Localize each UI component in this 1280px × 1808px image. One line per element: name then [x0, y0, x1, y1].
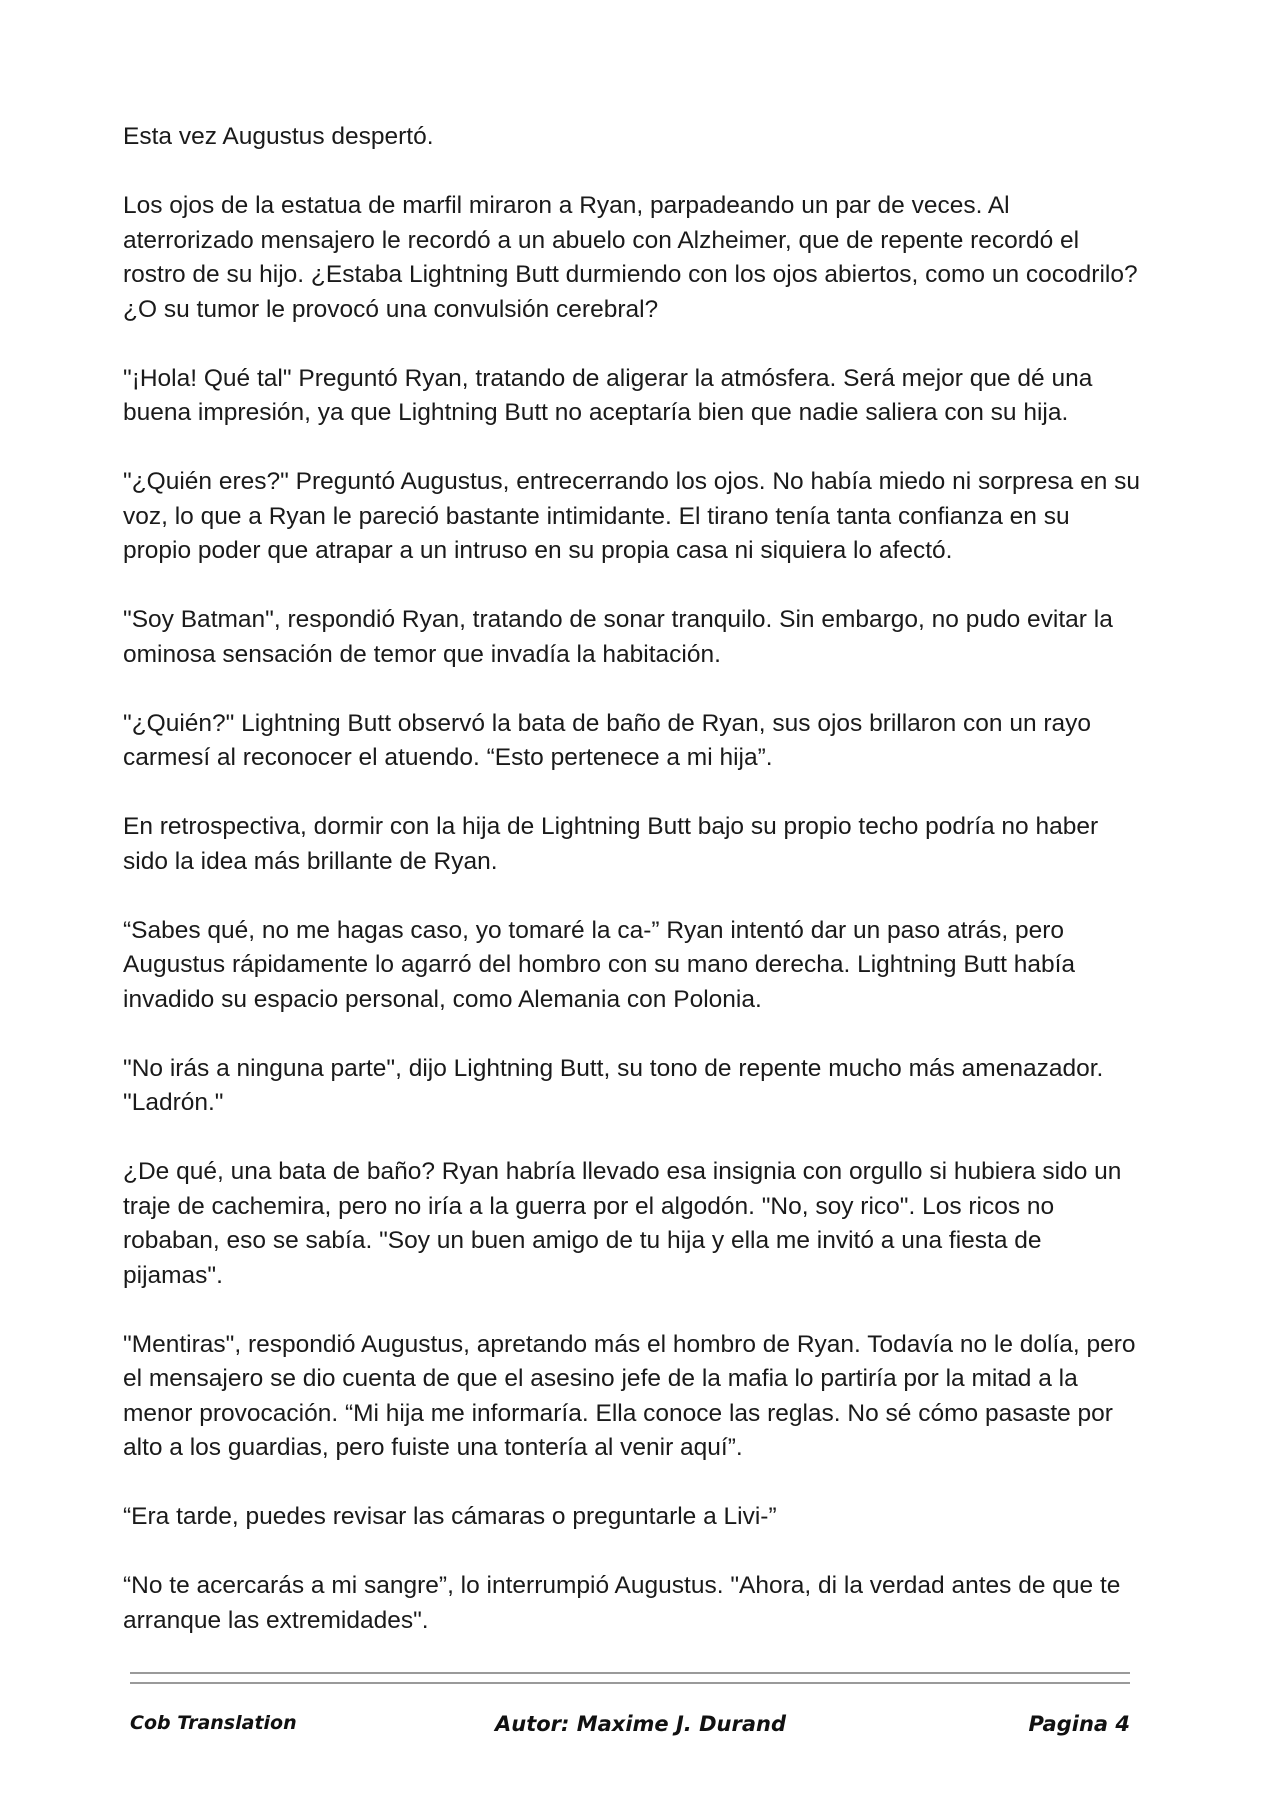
paragraph: Los ojos de la estatua de marfil miraron a Ryan, parpadeando un par de veces. Al aterrorizado mensajero le recordó a un abuelo con Alzheimer, que de repente recordó el rostro de su hijo. ¿Estaba Lightning Butt durmiendo con los ojos abiertos, como un cocodrilo? ¿O su tumor le provocó una convulsión cerebral?	[123, 192, 1138, 323]
paragraph: “Era tarde, puedes revisar las cámaras o preguntarle a Livi-”	[123, 1503, 777, 1530]
body-text	[123, 120, 1143, 1638]
footer-divider-top	[130, 1672, 1130, 1674]
page-footer	[130, 1712, 1130, 1752]
paragraph: "¿Quién?" Lightning Butt observó la bata de baño de Ryan, sus ojos brillaron con un rayo carmesí al reconocer el atuendo. “Esto pertenece a mi hija”.	[123, 709, 1092, 771]
footer-translator: Cob Translation	[130, 1712, 297, 1734]
paragraph: “No te acercarás a mi sangre”, lo interrumpió Augustus. "Ahora, di la verdad antes de que te arranque las extremidades".	[123, 1572, 1121, 1634]
footer-author: Autor: Maxime J. Durand	[495, 1712, 786, 1736]
paragraph: "No irás a ninguna parte", dijo Lightning Butt, su tono de repente mucho más amenazador. "Ladrón."	[123, 1054, 1104, 1116]
paragraph: ¿De qué, una bata de baño? Ryan habría llevado esa insignia con orgullo si hubiera sido un traje de cachemira, pero no iría a la guerra por el algodón. "No, soy rico". Los ricos no robaban, eso se sabía. "Soy un buen amigo de tu hija y ella me invitó a una fiesta de pijamas".	[123, 1158, 1122, 1289]
footer-page-number: Pagina 4	[1028, 1712, 1130, 1736]
paragraph: "¡Hola! Qué tal" Preguntó Ryan, tratando de aligerar la atmósfera. Será mejor que dé una buena impresión, ya que Lightning Butt no aceptaría bien que nadie saliera con su hija.	[123, 364, 1093, 426]
paragraph: "¿Quién eres?" Preguntó Augustus, entrecerrando los ojos. No había miedo ni sorpresa en su voz, lo que a Ryan le pareció bastante intimidante. El tirano tenía tanta confianza en su propio poder que atrapar a un intruso en su propia casa ni siquiera lo afectó.	[123, 468, 1141, 564]
footer-divider-bottom	[130, 1682, 1130, 1684]
paragraph: "Mentiras", respondió Augustus, apretando más el hombro de Ryan. Todavía no le dolía, pero el mensajero se dio cuenta de que el asesino jefe de la mafia lo partiría por la mitad a la menor provocación. “Mi hija me informaría. Ella conoce las reglas. No sé cómo pasaste por alto a los guardias, pero fuiste una tontería al venir aquí”.	[123, 1330, 1136, 1461]
paragraph: "Soy Batman", respondió Ryan, tratando de sonar tranquilo. Sin embargo, no pudo evitar la ominosa sensación de temor que invadía la habitación.	[123, 606, 1113, 668]
paragraph: “Sabes qué, no me hagas caso, yo tomaré la ca-” Ryan intentó dar un paso atrás, pero Augustus rápidamente lo agarró del hombro con su mano derecha. Lightning Butt había invadido su espacio personal, como Alemania con Polonia.	[123, 916, 1076, 1013]
paragraph: En retrospectiva, dormir con la hija de Lightning Butt bajo su propio techo podría no haber sido la idea más brillante de Ryan.	[123, 813, 1099, 875]
paragraph: Esta vez Augustus despertó.	[123, 123, 434, 150]
